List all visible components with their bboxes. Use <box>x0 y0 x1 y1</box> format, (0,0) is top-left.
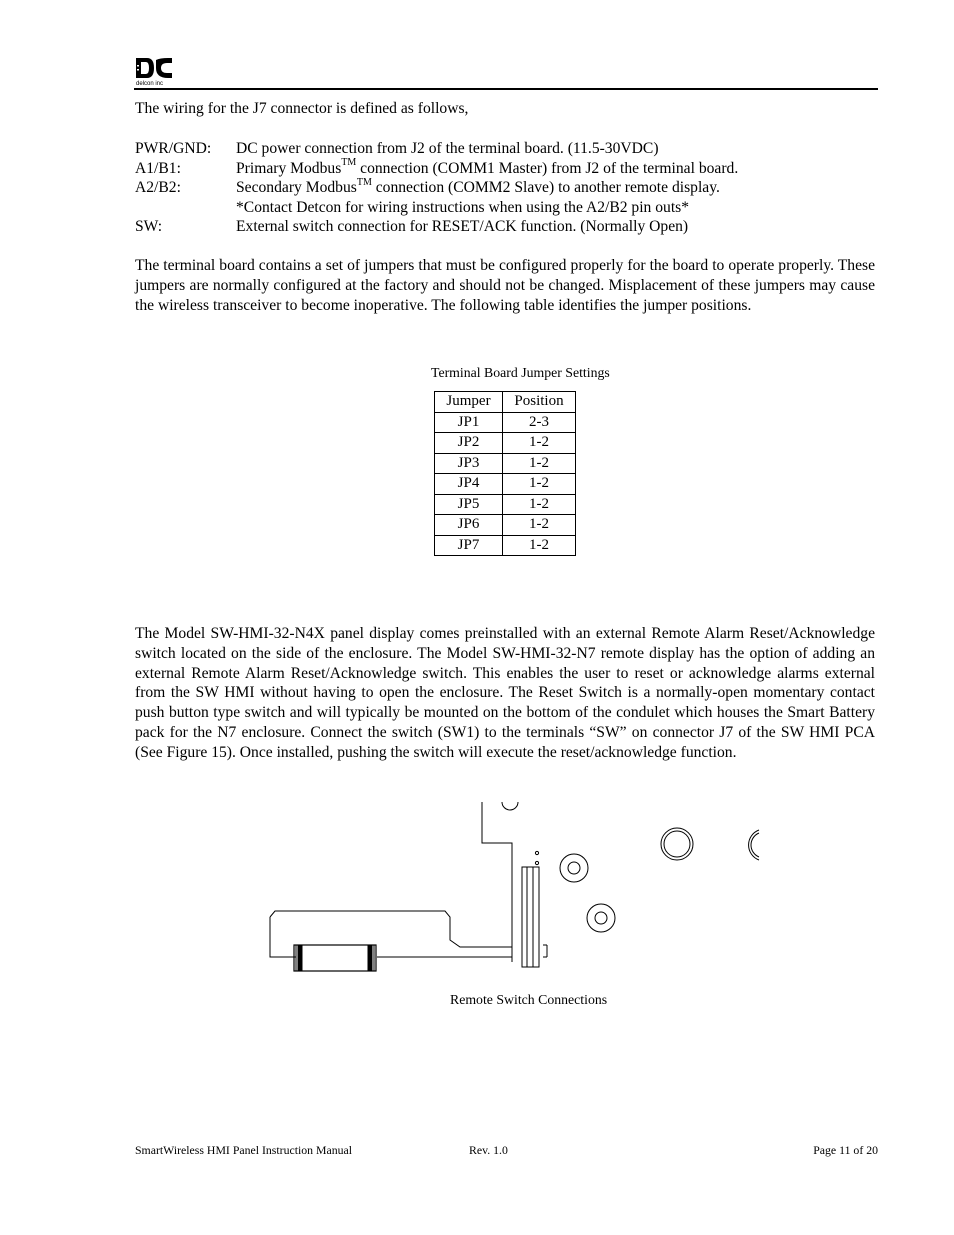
footer-page-number: Page 11 of 20 <box>813 1143 878 1157</box>
column-header-jumper: Jumper <box>435 392 503 413</box>
wiring-description: External switch connection for RESET/ACK function. (Normally Open) <box>236 218 689 236</box>
company-logo <box>134 56 174 88</box>
intro-text: The wiring for the J7 connector is defined as follows, <box>135 100 469 117</box>
jumper-table <box>434 391 576 556</box>
wiring-label <box>135 198 236 218</box>
mount-hole-partial <box>749 830 759 860</box>
table-header-row <box>435 392 576 413</box>
wiring-description: Primary Modbus™ connection (COMM1 Master) from J2 of the terminal board. <box>236 157 739 177</box>
jumper-cell: JP2 <box>435 433 503 454</box>
position-cell: 1-2 <box>503 453 576 474</box>
jumper-cell: JP1 <box>435 412 503 433</box>
wiring-label: A1/B1: <box>135 159 181 177</box>
svg-text:delcon inc: delcon inc <box>136 81 164 87</box>
wiring-definitions <box>135 139 738 237</box>
remote-switch-diagram <box>260 797 770 975</box>
enclosure-edge <box>482 802 512 962</box>
wiring-row <box>135 198 738 218</box>
jumper-paragraph: The terminal board contains a set of jumpers that must be configured properly for the board to operate properly. These jumpers are normally configured at the factory and should not be changed. Misplacement of these jumpers may cause the wireless transceiver to become inoperative. The following table identifies the jumper positions. <box>135 257 875 314</box>
standoff <box>560 854 588 882</box>
column-header-position: Position <box>503 392 576 413</box>
position-cell: 1-2 <box>503 494 576 515</box>
wiring-description: Secondary Modbus™ connection (COMM2 Slave) to another remote display. <box>236 177 720 197</box>
table-row <box>435 494 576 515</box>
table-row <box>435 535 576 556</box>
wiring-label: SW: <box>135 218 163 236</box>
jumper-cell: JP5 <box>435 494 503 515</box>
wiring-row <box>135 139 738 159</box>
wiring-note: *Contact Detcon for wiring instructions when using the A2/B2 pin outs* <box>236 198 690 216</box>
table-caption: Terminal Board Jumper Settings <box>431 365 610 380</box>
switch-paragraph: The Model SW-HMI-32-N4X panel display comes preinstalled with an external Remote Alarm Reset/Acknowledge switch located on the side of the enclosure. The Model SW-HMI-32-N7 remote display has the option of adding an external Remote Alarm Reset/Acknowledge switch. This enables the user to reset or acknowledge alarms external from the SW HMI without having to open the enclosure. The Reset Switch is a normally-open momentary contact push button type switch and will typically be mounted on the bottom of the condulet which houses the Smart Battery pack for the N7 enclosure. Connect the switch (SW1) to the terminals “SW” on connector J7 of the SW HMI PCA (See Figure 15). Once installed, pushing the switch will execute the reset/acknowledge function. <box>135 625 875 761</box>
position-cell: 1-2 <box>503 474 576 495</box>
table-row <box>435 433 576 454</box>
jumper-cell: JP6 <box>435 515 503 536</box>
jumper-cell: JP7 <box>435 535 503 556</box>
standoff <box>587 904 615 932</box>
wiring-label: A2/B2: <box>135 179 181 197</box>
jumper-cell: JP3 <box>435 453 503 474</box>
footer-revision: Rev. 1.0 <box>469 1143 508 1157</box>
wiring-row <box>135 178 738 198</box>
table-row <box>435 412 576 433</box>
position-cell: 1-2 <box>503 515 576 536</box>
jumper-cell: JP4 <box>435 474 503 495</box>
wiring-label: PWR/GND: <box>135 140 212 157</box>
switch-body <box>294 945 376 971</box>
position-cell: 1-2 <box>503 535 576 556</box>
position-cell: 2-3 <box>503 412 576 433</box>
footer-title: SmartWireless HMI Panel Instruction Manual <box>135 1143 353 1157</box>
j7-connector <box>522 867 539 967</box>
wiring-description: DC power connection from J2 of the terminal board. (11.5-30VDC) <box>236 140 659 157</box>
mount-hole <box>661 828 693 860</box>
mount-hole-top <box>502 802 518 810</box>
table-row <box>435 515 576 536</box>
figure-caption: Remote Switch Connections <box>450 992 608 1007</box>
wiring-row <box>135 217 738 237</box>
header-rule <box>134 88 878 90</box>
table-row <box>435 474 576 495</box>
cable-bracket <box>270 911 512 947</box>
wiring-row <box>135 159 738 179</box>
table-row <box>435 453 576 474</box>
position-cell: 1-2 <box>503 433 576 454</box>
